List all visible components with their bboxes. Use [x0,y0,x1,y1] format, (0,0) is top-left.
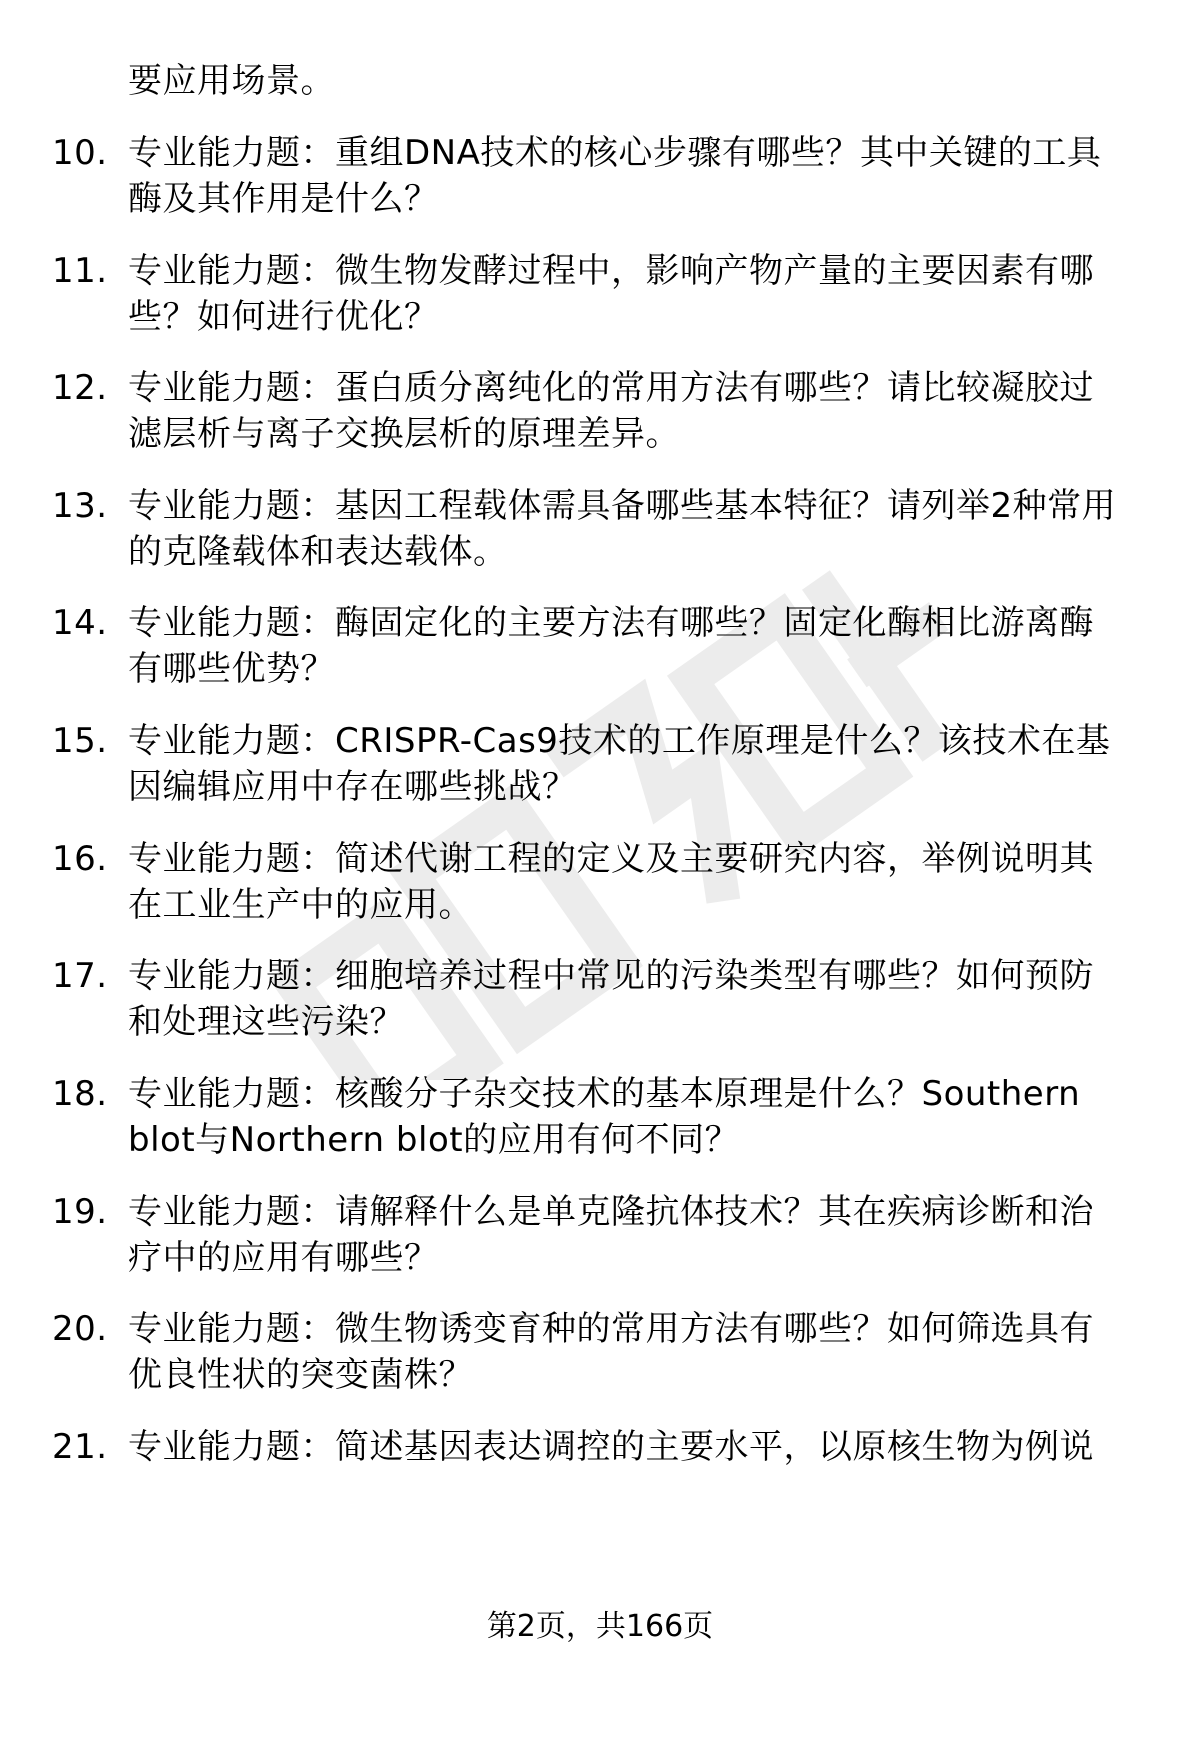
question-text-line2: 有哪些优势？ [128,649,335,689]
question-text-line1: 专业能力题：重组DNA技术的核心步骤有哪些？其中关键的工具 [128,133,1102,173]
question-number: 13. [52,486,108,526]
question-text-line1: 专业能力题：微生物诱变育种的常用方法有哪些？如何筛选具有 [128,1309,1094,1349]
question-number: 18. [52,1074,108,1114]
question-number: 14. [52,603,108,643]
question-number: 12. [52,368,108,408]
question-text-line1: 专业能力题：简述代谢工程的定义及主要研究内容，举例说明其 [128,839,1094,879]
question-text-line1: 专业能力题：酶固定化的主要方法有哪些？固定化酶相比游离酶 [128,603,1094,643]
question-text-line2: blot与Northern blot的应用有何不同？ [128,1120,740,1160]
question-number: 16. [52,839,108,879]
question-text-line1: 专业能力题：蛋白质分离纯化的常用方法有哪些？请比较凝胶过 [128,368,1094,408]
question-text-line2: 优良性状的突变菌株？ [128,1355,473,1395]
question-text-line1: 专业能力题：微生物发酵过程中，影响产物产量的主要因素有哪 [128,251,1094,291]
question-number: 20. [52,1309,108,1349]
question-number: 17. [52,956,108,996]
question-text-line2: 的克隆载体和表达载体。 [128,532,508,572]
question-text-line1: 专业能力题：核酸分子杂交技术的基本原理是什么？Southern [128,1074,1081,1114]
question-text-line1: 专业能力题：简述基因表达调控的主要水平，以原核生物为例说 [128,1427,1094,1467]
question-text-line2: 酶及其作用是什么？ [128,179,439,219]
question-text-line1: 专业能力题：基因工程载体需具备哪些基本特征？请列举2种常用 [128,486,1117,526]
question-text-line2: 些？如何进行优化？ [128,297,439,337]
continuation-text: 要应用场景。 [128,61,335,101]
question-number: 15. [52,721,108,761]
question-text-line2: 因编辑应用中存在哪些挑战？ [128,767,577,807]
question-text-line2: 和处理这些污染？ [128,1002,404,1042]
question-text-line1: 专业能力题：细胞培养过程中常见的污染类型有哪些？如何预防 [128,956,1094,996]
question-number: 10. [52,133,108,173]
question-number: 19. [52,1192,108,1232]
question-text-line2: 滤层析与离子交换层析的原理差异。 [128,414,680,454]
question-text-line2: 疗中的应用有哪些？ [128,1238,439,1278]
question-text-line1: 专业能力题：CRISPR-Cas9技术的工作原理是什么？该技术在基 [128,721,1111,761]
question-text-line1: 专业能力题：请解释什么是单克隆抗体技术？其在疾病诊断和治 [128,1192,1094,1232]
page-number-footer: 第2页，共166页 [486,1609,714,1644]
question-number: 11. [52,251,108,291]
question-number: 21. [52,1427,108,1467]
question-text-line2: 在工业生产中的应用。 [128,885,473,925]
